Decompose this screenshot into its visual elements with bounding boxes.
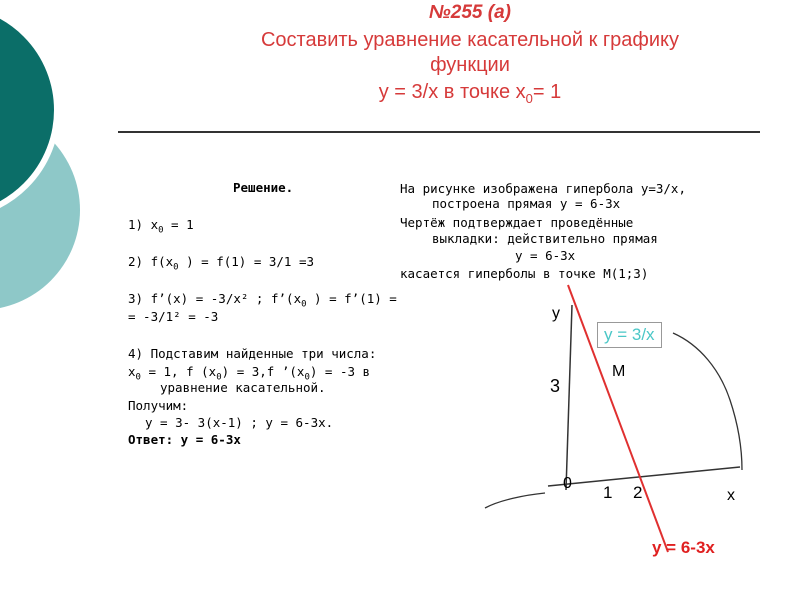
hyperbola-branch-2-lower (485, 493, 545, 508)
title-line-2: функции (430, 54, 510, 76)
explanation-line-6: касается гиперболы в точке М(1;3) (400, 266, 649, 281)
step-1: 1) $x_0 = 1$ (128, 217, 194, 236)
explanation-line-5: у = 6-3х (515, 248, 576, 263)
explanation-line-2: построена прямая у = 6-3х (432, 196, 621, 211)
y-axis-label: у (552, 305, 560, 322)
hyperbola-label: у = 3/х (597, 322, 662, 348)
x-tick-2: 2 (633, 483, 643, 502)
step-5: Получим: (128, 398, 189, 413)
point-m-label: М (612, 363, 626, 380)
answer: Ответ: у = 6-3х (128, 432, 241, 447)
title-line-3: у = 3/х в точке $х_0= 1$ (378, 81, 562, 106)
step-4: 4) Подставим найденные три числа: (128, 346, 377, 361)
x-axis-label: х (727, 487, 735, 504)
y-tick-3: 3 (550, 376, 561, 396)
explanation-line-3: Чертёж подтверждает проведённые (400, 215, 634, 230)
step-4-tail: уравнение касательной. (160, 380, 326, 395)
step-3a: 3) f’(x) = -3/x² ; $f’(x_0$ ) = f’(1) = (128, 291, 397, 310)
step-3b: = -3/1² = -3 (128, 309, 219, 324)
explanation-line-4: выкладки: действительно прямая (432, 231, 658, 246)
x-axis-line (548, 467, 740, 486)
origin-label: 0 (563, 475, 572, 492)
explanation-line-1: На рисунке изображена гипербола у=3/х, (400, 181, 686, 196)
step-6: у = 3- 3(х-1) ; у = 6-3х. (145, 415, 334, 430)
hidden-helper (540, 298, 555, 520)
x-tick-1: 1 (603, 483, 613, 502)
step-4-values: $x_0 = 1$, f $(x_0) = 3,f$ $’(x_0) = -3$ в (128, 364, 371, 383)
solution-heading: Решение. (233, 180, 294, 195)
title-line-1: Составить уравнение касательной к графику (260, 29, 680, 51)
problem-number: №255 (а) (429, 2, 511, 23)
step-2: 2) $f(x_0$ ) = f(1) = 3/1 =3 (128, 254, 315, 273)
hyperbola-branch-1 (673, 333, 742, 470)
tangent-label: у = 6-3х (652, 538, 715, 557)
y-axis-line (566, 305, 572, 490)
